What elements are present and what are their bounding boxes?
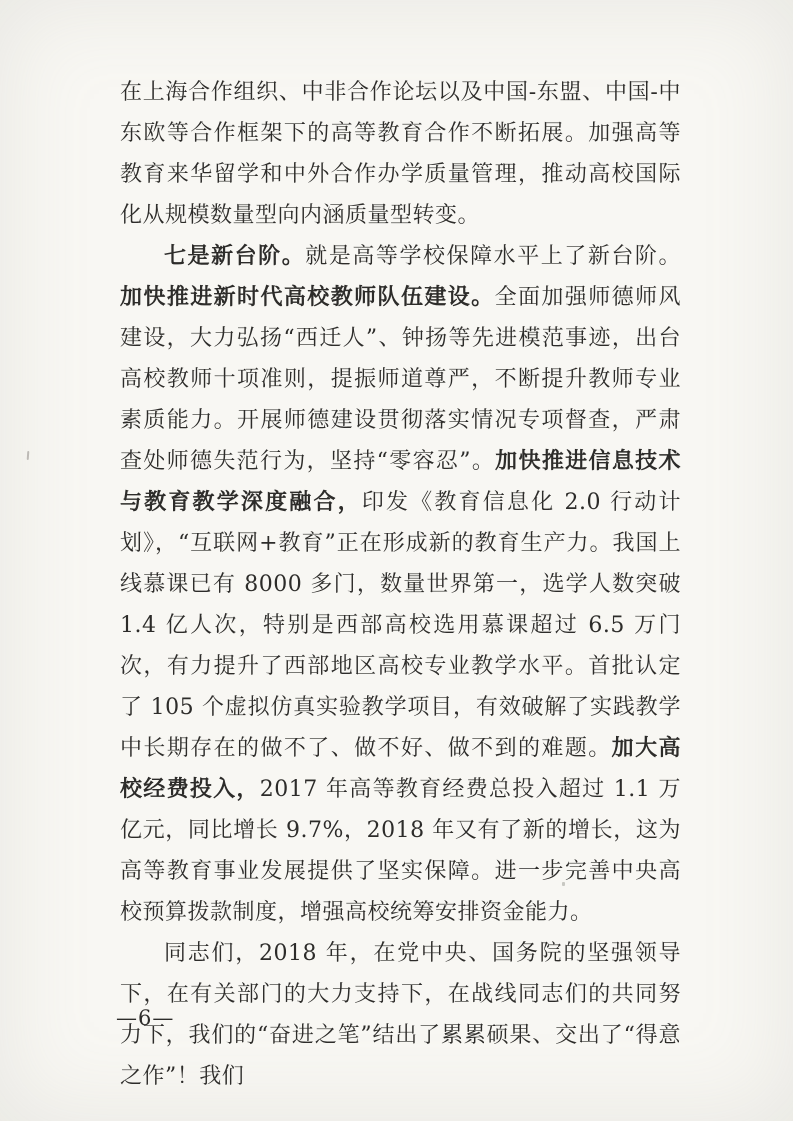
bold-text-run: 加快推进信息技术与教育教学深度融合， <box>120 449 681 515</box>
text-run: 印发《教育信息化 2.0 行动计划》，“互联网+教育”正在形成新的教育生产力。我国上线慕课已有 8000 多门，数量世界第一，选学人数突破 1.4 亿人次，特别是西部高校选用慕课超过 6.5 万门次，有力提升了西部地区高校专业教学水平。首批认定了 105 个虚拟仿真实验教学项目，有效破解了实践教学中长期存在的做不了、做不好、做不到的难题。 <box>120 490 681 761</box>
text-run: 全面加强师德师风建设，大力弘扬“西迁人”、钟扬等先进模范事迹，出台高校教师十项准则，提振师道尊严，不断提升教师专业素质能力。开展师德建设贯彻落实情况专项督查，严肃查处师德失范行为，坚持“零容忍”。 <box>120 285 681 474</box>
text-run: 2017 年高等教育经费总投入超过 1.1 万亿元，同比增长 9.7%，2018 年又有了新的增长，这为高等教育事业发展提供了坚实保障。进一步完善中央高校预算拨款制度，增强高校统筹安排资金能力。 <box>120 777 681 925</box>
text-run: 就是高等学校保障水平上了新台阶。 <box>305 244 681 269</box>
bold-text-run: 七是新台阶。 <box>164 244 306 269</box>
paragraph <box>120 236 681 933</box>
scan-artifact <box>27 451 30 460</box>
page-number: —6— <box>116 1006 175 1030</box>
paragraph <box>120 933 681 1097</box>
bold-text-run: 加大高校经费投入， <box>120 736 681 802</box>
text-run: 在上海合作组织、中非合作论坛以及中国-东盟、中国-中东欧等合作框架下的高等教育合作不断拓展。加强高等教育来华留学和中外合作办学质量管理，推动高校国际化从规模数量型向内涵质量型转变。 <box>120 80 681 228</box>
bold-text-run: 加快推进新时代高校教师队伍建设。 <box>120 285 495 310</box>
document-body <box>120 72 681 1097</box>
paragraph <box>120 72 681 236</box>
text-run: 同志们，2018 年，在党中央、国务院的坚强领导下，在有关部门的大力支持下，在战线同志们的共同努力下，我们的“奋进之笔”结出了累累硕果、交出了“得意之作”！我们 <box>120 941 681 1089</box>
scan-artifact <box>562 882 565 886</box>
